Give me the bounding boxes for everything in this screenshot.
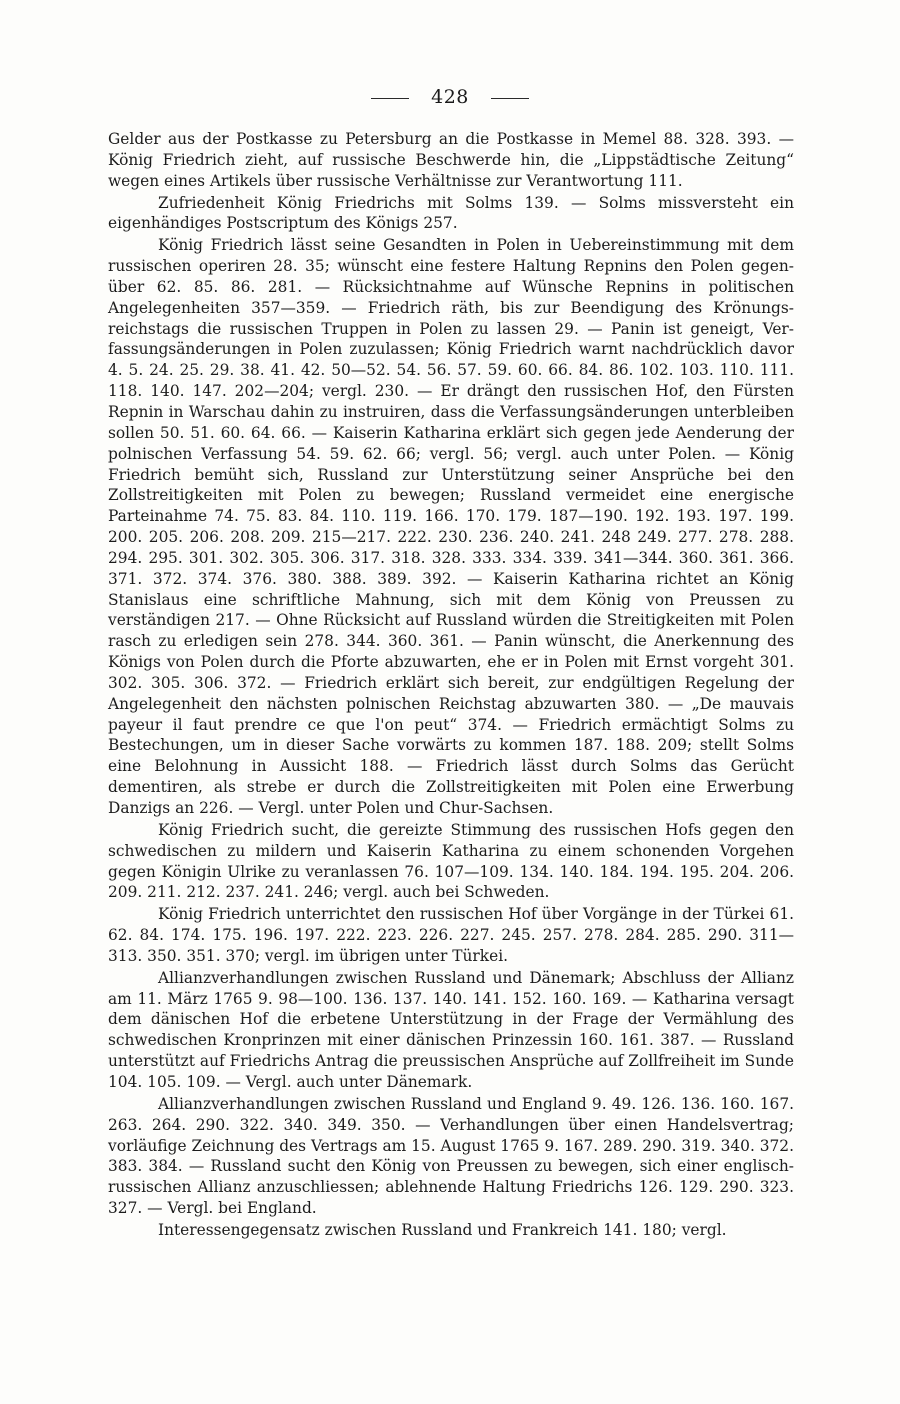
paragraph-2: Zufriedenheit König Friedrichs mit Solms 139. — Solms missversteht ein eigenhändiges Postscriptum des Königs 257. [108, 193, 794, 233]
header-rule-right [491, 98, 529, 99]
page-number: 428 [431, 86, 469, 108]
paragraph-1: Gelder aus der Postkasse zu Petersburg an die Postkasse in Memel 88. 328. 393. — König Friedrich zieht, auf russische Beschwerde hin, die „Lippstädtische Zeitung“ wegen eines Artikels über russische Verhältnisse zur Verantwortung 111. [108, 130, 794, 190]
paragraph-5: König Friedrich unterrichtet den russischen Hof über Vorgänge in der Türkei 61. 62. 84. 174. 175. 196. 197. 222. 223. 226. 227. 245. 257. 278. 284. 285. 290. 311—313. 350. 351. 370; vergl. im übrigen unter Türkei. [108, 905, 794, 965]
header-rule-left [371, 98, 409, 99]
paragraph-8: Interessengegensatz zwischen Russland und Frankreich 141. 180; vergl. [158, 1220, 727, 1239]
paragraph-6: Allianzverhandlungen zwischen Russland und Dänemark; Abschluss der Allianz am 11. März 1765 9. 98—100. 136. 137. 140. 141. 152. 160. 169. — Katharina versagt dem dänischen Hof die erbetene Unterstützung in der Frage der Vermählung des schwedischen Kronprinzen mit einer dänischen Prinzessin 160. 161. 387. — Russland unterstützt auf Friedrichs Antrag die preussischen Ansprüche auf Zollfreiheit im Sunde 104. 105. 109. — Vergl. auch unter Dänemark. [108, 968, 794, 1091]
page-header [0, 86, 900, 108]
paragraph-4: König Friedrich sucht, die gereizte Stimmung des russischen Hofs gegen den schwedischen zu mildern und Kaiserin Katharina zu einem schonenden Vorgehen gegen Königin Ulrike zu veranlassen 76. 107—109. 134. 140. 184. 194. 195. 204. 206. 209. 211. 212. 237. 241. 246; vergl. auch bei Schweden. [108, 820, 794, 902]
paragraph-7: Allianzverhandlungen zwischen Russland und England 9. 49. 126. 136. 160. 167. 263. 264. 290. 322. 340. 349. 350. — Verhandlungen über einen Handelsvertrag; vorläufige Zeichnung des Vertrags am 15. August 1765 9. 167. 289. 290. 319. 340. 372. 383. 384. — Russland sucht den König von Preussen zu bewegen, sich einer englisch-russischen Allianz anzuschliessen; ablehnende Haltung Friedrichs 126. 129. 290. 323. 327. — Vergl. bei England. [108, 1094, 794, 1218]
index-text [108, 129, 794, 1242]
paragraph-3: König Friedrich lässt seine Gesandten in Polen in Uebereinstimmung mit dem russischen operiren 28. 35; wünscht eine festere Haltung Repnins den Polen gegenüber 62. 85. 86. 281. — Rücksichtnahme auf Wünsche Repnins in politischen Angelegenheiten 357—359. — Friedrich räth, bis zur Beendigung des Krönungsreichstags die russischen Truppen in Polen zu lassen 29. — Panin ist geneigt, Verfassungsänderungen in Polen zuzulassen; König Friedrich warnt nachdrücklich davor 4. 5. 24. 25. 29. 38. 41. 42. 50—52. 54. 56. 57. 59. 60. 66. 84. 86. 102. 103. 110. 111. 118. 140. 147. 202—204; vergl. 230. — Er drängt den russischen Hof, den Fürsten Repnin in Warschau dahin zu instruiren, dass die Verfassungsänderungen unterbleiben sollen 50. 51. 60. 64. 66. — Kaiserin Katharina erklärt sich gegen jede Aenderung der polnischen Verfassung 54. 59. 62. 66; vergl. 56; vergl. auch unter Polen. — König Friedrich bemüht sich, Russland zur Unterstützung seiner Ansprüche bei den Zollstreitigkeiten mit Polen zu bewegen; Russland vermeidet eine energische Parteinahme 74. 75. 83. 84. 110. 119. 166. 170. 179. 187—190. 192. 193. 197. 199. 200. 205. 206. 208. 209. 215—217. 222. 230. 236. 240. 241. 248 249. 277. 278. 288. 294. 295. 301. 302. 305. 306. 317. 318. 328. 333. 334. 339. 341—344. 360. 361. 366. 371. 372. 374. 376. 380. 388. 389. 392. — Kaiserin Katharina richtet an König Stanislaus eine schriftliche Mahnung, sich mit dem König von Preussen zu verständigen 217. — Ohne Rücksicht auf Russland würden die Streitigkeiten mit Polen rasch zu erledigen sein 278. 344. 360. 361. — Panin wünscht, die Anerkennung des Königs von Polen durch die Pforte abzuwarten, ehe er in Polen mit Ernst vorgeht 301. 302. 305. 306. 372. — Friedrich erklärt sich bereit, zur endgültigen Regelung der Angelegenheit den nächsten polnischen Reichstag abzuwarten 380. — „De mauvais payeur il faut prendre ce que l'on peut“ 374. — Friedrich ermächtigt Solms zu Bestechungen, um in dieser Sache vorwärts zu kommen 187. 188. 209; stellt Solms eine Belohnung in Aussicht 188. — Friedrich lässt durch Solms das Gerücht dementiren, als strebe er durch die Zollstreitigkeiten mit Polen eine Erwerbung Danzigs an 226. — Vergl. unter Polen und Chur-Sachsen. [108, 236, 794, 817]
